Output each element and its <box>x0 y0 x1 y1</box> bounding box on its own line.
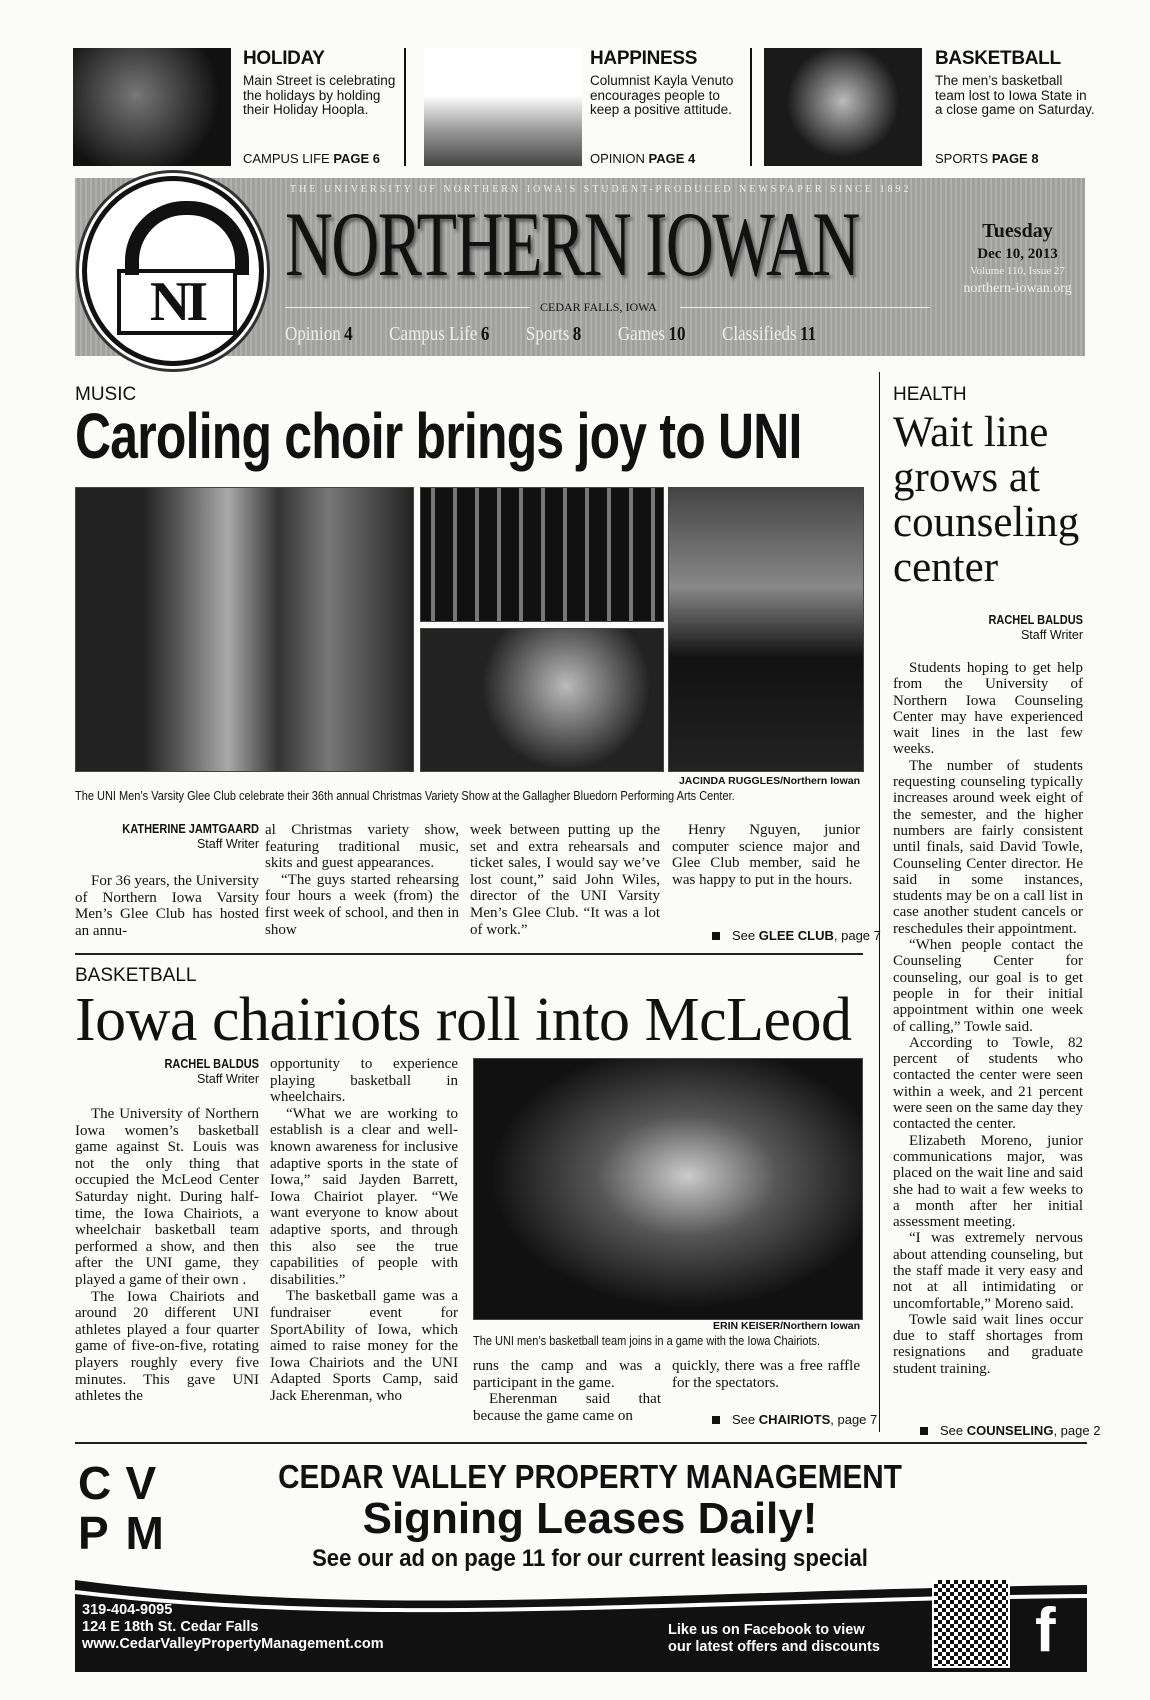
article-paragraph: The Iowa Chairiots and around 20 different UNI athletes played a four quarter game of five-on-five, rotating players roughly every five minutes. This gave UNI athletes the <box>75 1288 259 1405</box>
article-paragraph: “The guys started rehearsing four hours a week (from) the first week of school, and then in show <box>265 871 459 938</box>
teaser-photo-basketball <box>764 48 922 166</box>
article-column <box>75 873 259 939</box>
story1-headline[interactable]: Caroling choir brings joy to UNI <box>75 400 802 472</box>
photo-glee-club-singers <box>668 487 864 772</box>
article-column <box>265 822 459 938</box>
arch-icon <box>125 201 249 275</box>
article-paragraph: “I was extremely nervous about attending counseling, but the staff made it very easy and not at all intimidating or uncomfortable,” Moreno said. <box>893 1230 1083 1312</box>
article-column <box>672 822 860 888</box>
article-paragraph: opportunity to experience playing basketball in wheelchairs. <box>270 1056 458 1106</box>
ad-logo: C V P M <box>78 1457 164 1559</box>
logo-text: NI <box>117 269 237 335</box>
teaser-summary: The men’s basketball team lost to Iowa State in a close game on Saturday. <box>935 73 1095 117</box>
issue-volume: Volume 110, Issue 27 <box>970 265 1065 277</box>
teaser-section: CAMPUS LIFE <box>243 151 330 166</box>
index-campus-life[interactable]: Campus Life 6 <box>389 323 490 345</box>
photo-caption: The UNI men’s basketball team joins in a game with the Iowa Chairiots. <box>473 1334 821 1348</box>
divider <box>404 48 406 166</box>
author-name: RACHEL BALDUS <box>988 613 1083 627</box>
byline <box>893 613 1083 643</box>
divider <box>75 953 863 955</box>
article-column <box>470 822 660 938</box>
column-divider <box>879 372 880 1432</box>
teaser-title: HOLIDAY <box>243 48 325 69</box>
teaser-title: BASKETBALL <box>935 48 1061 69</box>
article-paragraph: Students hoping to get help from the University of Northern Iowa Counseling Center may have experienced wait lines in the last few weeks. <box>893 660 1083 758</box>
teaser-page-ref[interactable] <box>243 151 380 166</box>
masthead-tagline: THE UNIVERSITY OF NORTHERN IOWA'S STUDENT-PRODUCED NEWSPAPER SINCE 1892 <box>290 184 912 195</box>
teaser-text <box>243 48 403 166</box>
article-paragraph: Eherenman said that because the game came on <box>473 1391 661 1424</box>
story1-kicker: MUSIC <box>75 384 137 405</box>
story3-kicker: HEALTH <box>893 384 967 405</box>
article-paragraph: week between putting up the set and extra rehearsals and ticket sales, I would say we’ve lost count,” said John Wiles, director of the UNI Varsity Men’s Glee Club. “It was a lot of work.” <box>470 822 660 938</box>
divider <box>75 1442 1087 1444</box>
teaser-page: PAGE 8 <box>991 151 1039 166</box>
ad-facebook-text: Like us on Facebook to view our latest offers and discounts <box>668 1622 880 1655</box>
teaser-title: HAPPINESS <box>590 48 698 69</box>
author-name: KATHERINE JAMTGAARD <box>122 822 259 836</box>
author-role: Staff Writer <box>196 1072 259 1086</box>
teaser-page: PAGE 4 <box>648 151 696 166</box>
teaser-section: SPORTS <box>935 151 989 166</box>
teaser-page: PAGE 6 <box>333 151 381 166</box>
masthead-index <box>285 322 848 346</box>
index-classifieds[interactable]: Classifieds 11 <box>721 323 817 345</box>
photo-credit: ERIN KEISER/Northern Iowan <box>712 1320 860 1332</box>
article-paragraph: quickly, there was a free raffle for the spectators. <box>672 1358 860 1391</box>
jump-link-glee-club[interactable]: See GLEE CLUB, page 7 <box>712 928 881 943</box>
article-paragraph: Towle said wait lines occur due to staff shortages from resignations and graduate student training. <box>893 1311 1083 1377</box>
ad-subline: See our ad on page 11 for our current leasing special <box>312 1545 868 1572</box>
article-paragraph: According to Towle, 82 percent of students who contacted the center were seen within a week, and 21 percent were seen on the same day they contacted the center. <box>893 1034 1083 1133</box>
article-paragraph: runs the camp and was a participant in the game. <box>473 1358 661 1391</box>
article-paragraph: Elizabeth Moreno, junior communications major, was placed on the wait line and said she had to wait a few weeks to a month after her initial assessment meeting. <box>893 1132 1083 1231</box>
divider <box>285 307 530 308</box>
author-role: Staff Writer <box>196 837 259 851</box>
issue-day: Tuesday <box>982 220 1053 242</box>
article-column <box>672 1358 860 1391</box>
article-paragraph: The basketball game was a fundraiser event for SportAbility of Iowa, which aimed to raise money for the Iowa Chairiots and the UNI Adapted Sports Camp, said Jack Eherenman, who <box>270 1288 458 1404</box>
story3-headline[interactable]: Wait line grows at counseling center <box>893 409 1080 591</box>
teaser-section: OPINION <box>590 151 645 166</box>
facebook-icon[interactable]: f <box>1035 1596 1056 1665</box>
ad-contact <box>82 1602 384 1653</box>
ad-phone: 319-404-9095 <box>82 1602 173 1618</box>
teaser-summary: Main Street is celebrating the holidays by holding their Holiday Hoopla. <box>243 73 396 117</box>
index-games[interactable]: Games 10 <box>617 323 686 345</box>
teaser-text <box>935 48 1095 166</box>
author-name: RACHEL BALDUS <box>164 1057 259 1071</box>
photo-caption: The UNI Men’s Varsity Glee Club celebrate their 36th annual Christmas Variety Show at the Gallagher Bluedorn Performing Arts Center. <box>75 789 735 803</box>
article-paragraph: The University of Northern Iowa women’s basketball game against St. Louis was not the only thing that occupied the McLeod Center Saturday night. During half-time, the Iowa Chairiots, a wheelchair basketball team performed a show, and then after the UNI game, they played a game of their own . <box>75 1106 259 1288</box>
byline <box>75 1057 259 1087</box>
masthead-logo <box>82 176 264 366</box>
ad-website[interactable]: www.CedarValleyPropertyManagement.com <box>82 1636 384 1652</box>
byline <box>75 822 259 852</box>
divider <box>680 307 930 308</box>
masthead-title: NORTHERN IOWAN <box>285 193 859 295</box>
teaser-page-ref[interactable] <box>590 151 695 166</box>
article-paragraph: “What we are working to establish is a clear and well-known awareness for inclusive adaptive sports in the state of Iowa,” said Jayden Barrett, Iowa Chairiot player. “We want everyone to know about adaptive sports, and through this also see the true capabilities of people with disabilities.” <box>270 1105 458 1288</box>
website-link[interactable]: northern-iowan.org <box>963 281 1072 296</box>
teaser-summary: Columnist Kayla Venuto encourages people to keep a positive attitude. <box>590 73 734 117</box>
teaser-page-ref[interactable] <box>935 151 1039 166</box>
photo-glee-club-stage <box>75 487 414 772</box>
teaser-photo-happiness <box>424 48 582 166</box>
photo-chairiots <box>473 1058 863 1320</box>
article-paragraph: al Christmas variety show, featuring traditional music, skits and guest appearances. <box>265 822 459 872</box>
article-column <box>473 1358 661 1424</box>
article-paragraph: For 36 years, the University of Northern Iowa Varsity Men’s Glee Club has hosted an annu- <box>75 873 259 939</box>
index-sports[interactable]: Sports 8 <box>525 323 582 345</box>
photo-credit: JACINDA RUGGLES/Northern Iowan <box>678 775 860 787</box>
photo-glee-club-choir <box>420 487 664 622</box>
ad-headline: Signing Leases Daily! <box>362 1494 818 1543</box>
article-paragraph: Henry Nguyen, junior computer science major and Glee Club member, said he was happy to put in the hours. <box>672 822 860 888</box>
article-paragraph: “When people contact the Counseling Center for counseling, our goal is to get people in for their initial appointment within one week of calling,” Towle said. <box>893 937 1083 1035</box>
issue-date: Dec 10, 2013 <box>977 246 1058 262</box>
ad-company: CEDAR VALLEY PROPERTY MANAGEMENT <box>278 1458 902 1495</box>
story2-kicker: BASKETBALL <box>75 965 197 986</box>
article-paragraph: The number of students requesting counseling typically increases around week eight of the semester, and the higher numbers are fairly consistent until finals, said David Towle, Counseling Center director. He said in some instances, students may be on a call list in case another student cancels or reschedules their appointment. <box>893 757 1083 937</box>
jump-link-counseling[interactable]: See COUNSELING, page 2 <box>920 1423 1100 1438</box>
teaser-text <box>590 48 750 166</box>
ad-address: 124 E 18th St. Cedar Falls <box>82 1619 259 1635</box>
story2-headline[interactable]: Iowa chairiots roll into McLeod <box>75 986 852 1054</box>
index-opinion[interactable]: Opinion 4 <box>285 323 353 345</box>
author-role: Staff Writer <box>1020 628 1083 642</box>
qr-code-icon[interactable] <box>932 1578 1010 1668</box>
article-column <box>75 1106 259 1405</box>
masthead-city: CEDAR FALLS, IOWA <box>540 300 657 314</box>
teaser-photo-holiday <box>73 48 231 166</box>
photo-glee-club-skit <box>420 628 664 772</box>
article-column <box>270 1056 458 1404</box>
jump-link-chairiots[interactable]: See CHAIRIOTS, page 7 <box>712 1412 877 1427</box>
divider <box>750 48 752 166</box>
article-column <box>893 660 1083 1377</box>
